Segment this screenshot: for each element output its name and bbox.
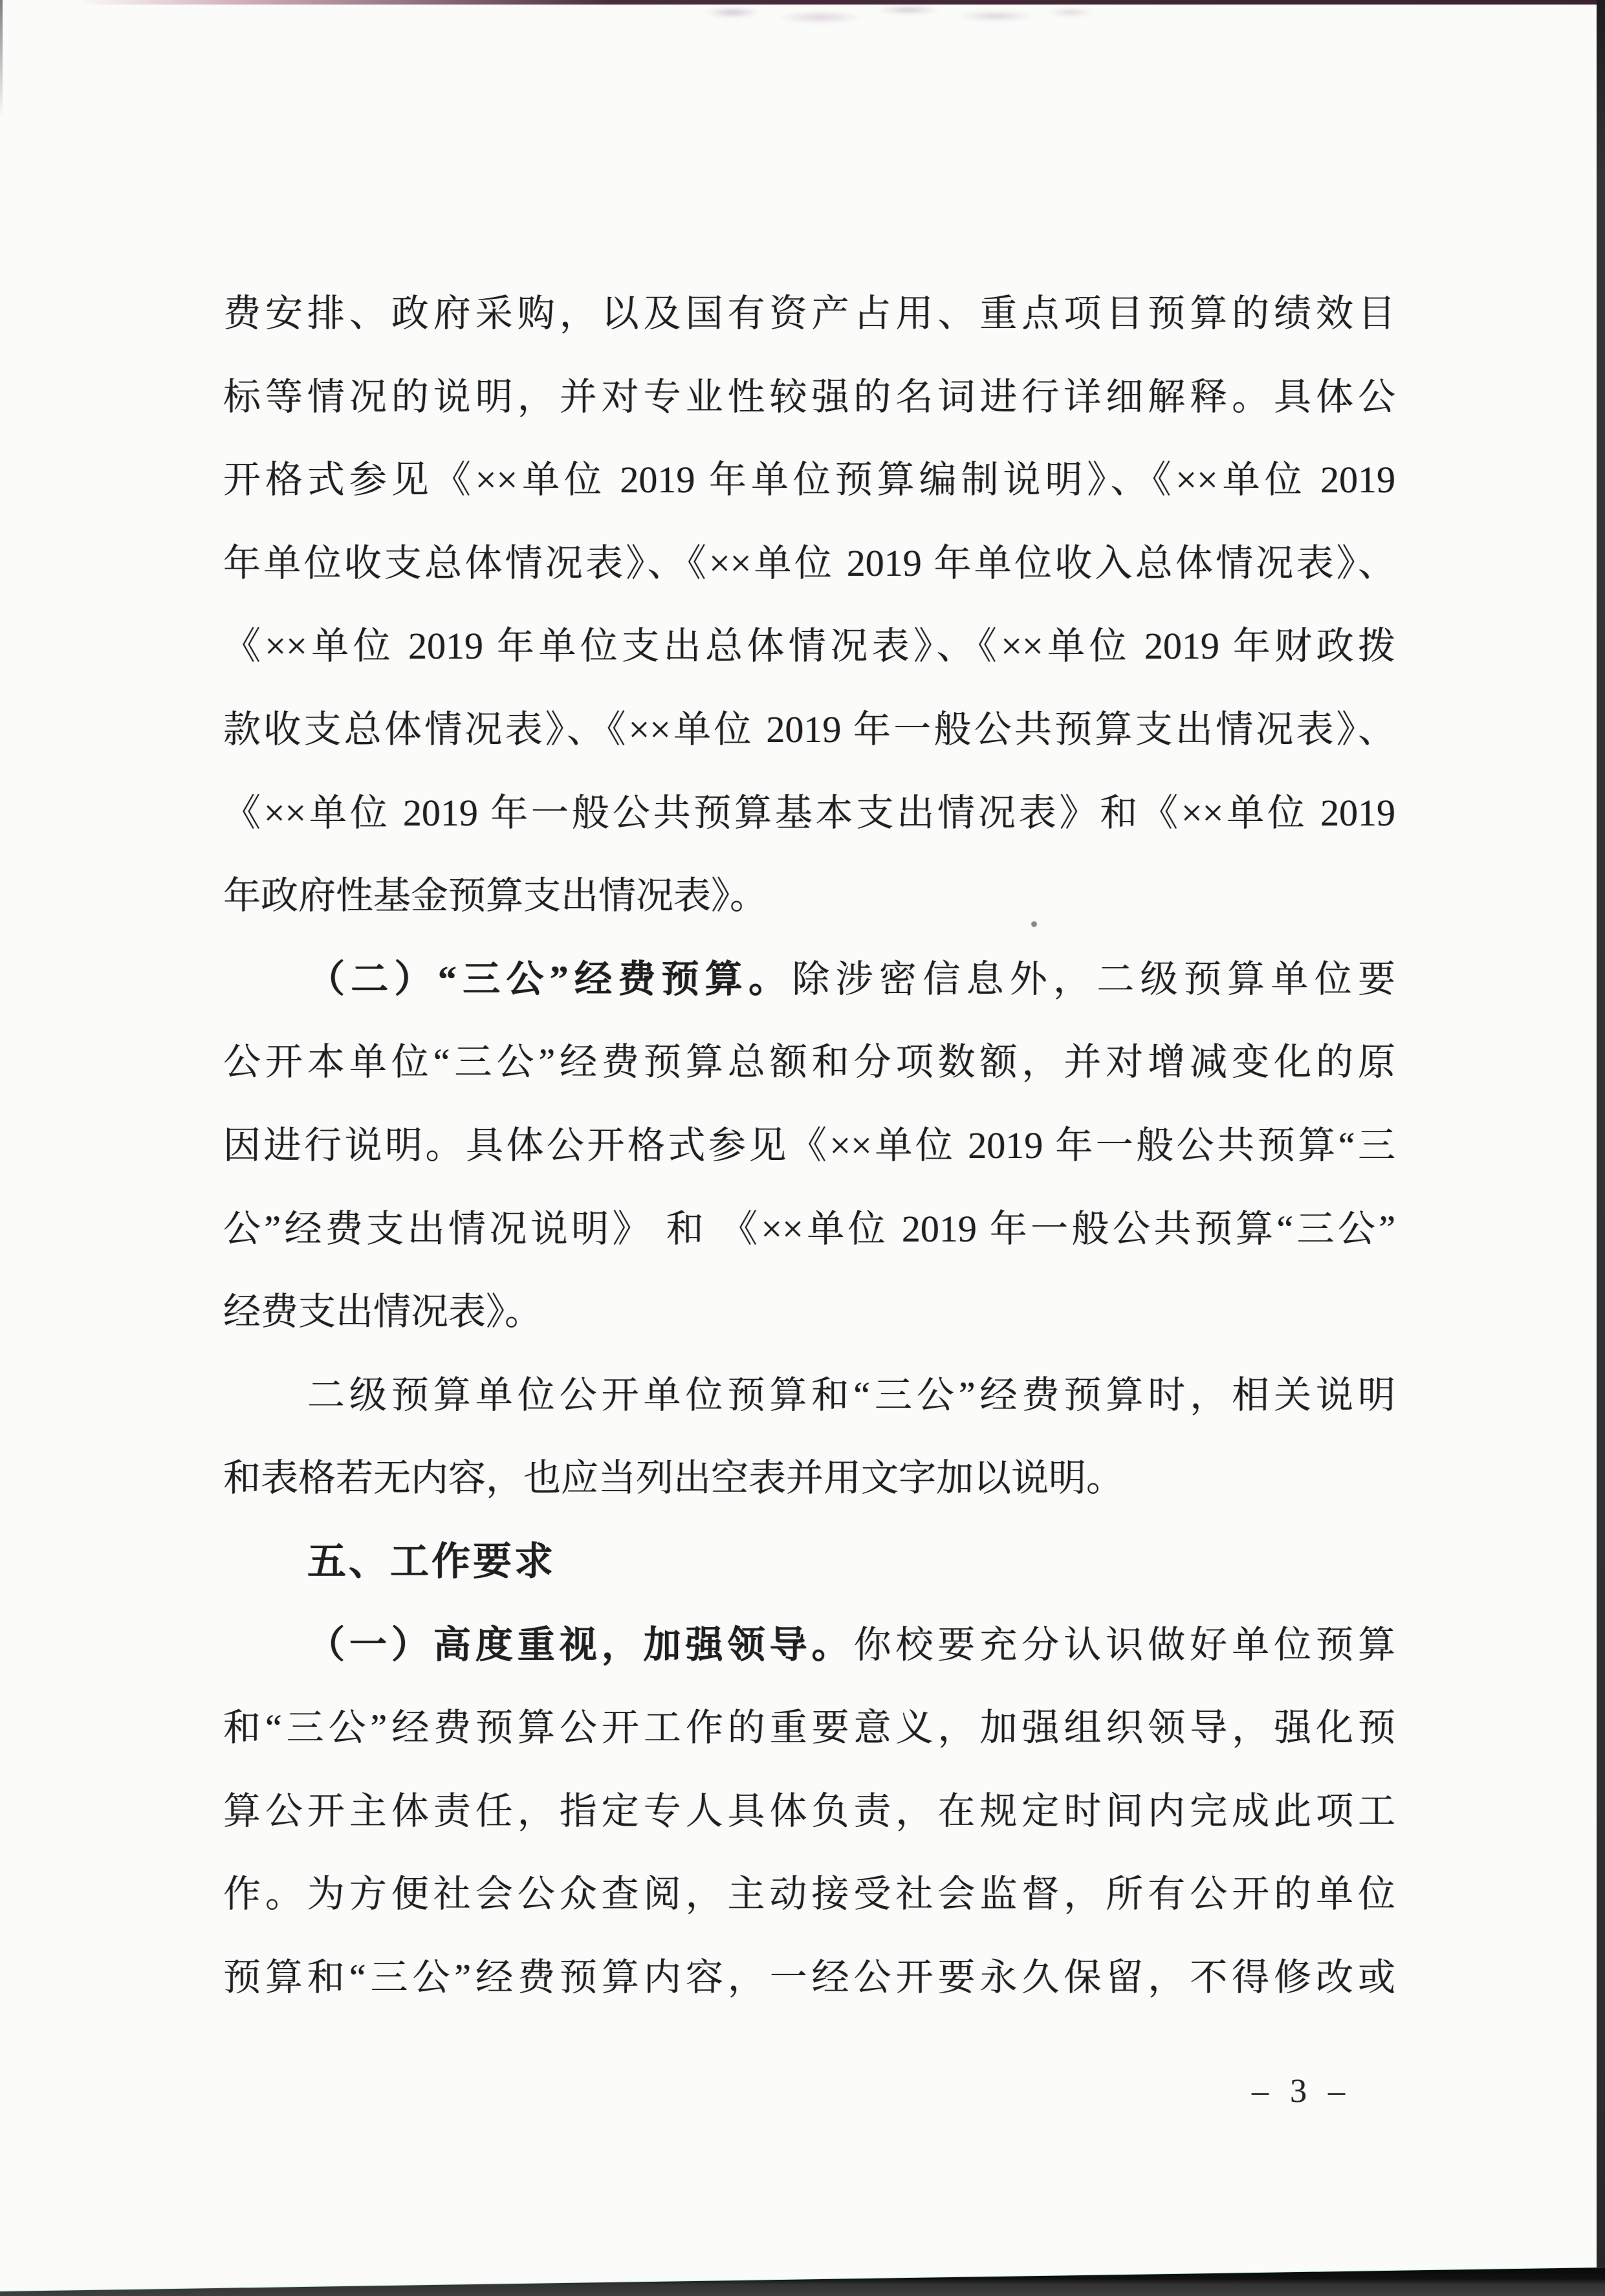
text-line: [223, 1437, 1395, 1520]
body-text: 《××单位 2019 年单位支出总体情况表》、《××单位 2019 年财政拨: [223, 625, 1395, 668]
text-line: [223, 1271, 1395, 1354]
body-text: 费安排、政府采购，以及国有资产占用、重点项目预算的绩效目: [223, 292, 1395, 334]
body-text: 年政府性基金预算支出情况表》。: [223, 875, 768, 917]
body-text: 预算和“三公”经费预算内容，一经公开要永久保留，不得修改或: [223, 1956, 1395, 1998]
body-text: 开格式参见《××单位 2019 年单位预算编制说明》、《××单位 2019: [223, 459, 1395, 501]
section-heading-line: [223, 1520, 1395, 1604]
text-line: [223, 522, 1395, 606]
body-text: 经费支出情况表》。: [223, 1291, 543, 1333]
text-line: [223, 439, 1395, 522]
scan-smudge-artifact: [666, 3, 1106, 27]
text-line: [223, 1687, 1395, 1770]
text-line: [223, 272, 1395, 356]
body-text: 算公开主体责任，指定专人具体负责，在规定时间内完成此项工: [223, 1789, 1395, 1832]
scan-right-edge-artifact: [1597, 0, 1605, 2296]
emphasis-text: （一）高度重视，加强领导。: [307, 1623, 854, 1666]
text-line: [223, 855, 1395, 938]
emphasis-text: 五、工作要求: [307, 1539, 556, 1583]
body-text: 和表格若无内容，也应当列出空表并用文字加以说明。: [223, 1457, 1124, 1500]
body-text: 公”经费支出情况说明》 和 《××单位 2019 年一般公共预算“三公”: [223, 1207, 1395, 1250]
scan-left-edge-artifact: [0, 0, 3, 116]
body-text: 二级预算单位公开单位预算和“三公”经费预算时，相关说明: [307, 1373, 1395, 1416]
text-line: [223, 1936, 1395, 2020]
body-text: 年单位收支总体情况表》、《××单位 2019 年单位收入总体情况表》、: [223, 541, 1395, 584]
text-line: [223, 688, 1395, 772]
emphasis-text: （二）“三公”经费预算。: [307, 957, 792, 1000]
text-line: [223, 1188, 1395, 1271]
page-number: – 3 –: [1252, 2073, 1351, 2110]
body-text: 标等情况的说明，并对专业性较强的名词进行详细解释。具体公: [223, 375, 1395, 418]
text-line: [223, 1770, 1395, 1853]
body-text: 因进行说明。具体公开格式参见《××单位 2019 年一般公共预算“三: [223, 1124, 1395, 1166]
text-line: [223, 605, 1395, 688]
body-text: 作。为方便社会公众查阅，主动接受社会监督，所有公开的单位: [223, 1873, 1395, 1916]
text-line: [223, 356, 1395, 439]
text-line: [223, 772, 1395, 855]
text-line: [223, 1104, 1395, 1188]
body-text: 《××单位 2019 年一般公共预算基本支出情况表》和《××单位 2019: [223, 791, 1395, 834]
document-lines: [223, 272, 1395, 2019]
text-line: [223, 1021, 1395, 1104]
text-line: [223, 1853, 1395, 1936]
body-text: 除涉密信息外，二级预算单位要: [792, 957, 1395, 1000]
text-line: [223, 1354, 1395, 1438]
text-line: [223, 1604, 1395, 1687]
body-text: 和“三公”经费预算公开工作的重要意义，加强组织领导，强化预: [223, 1707, 1395, 1749]
body-text: 公开本单位“三公”经费预算总额和分项数额，并对增减变化的原: [223, 1041, 1395, 1084]
text-line: [223, 938, 1395, 1022]
body-text: 你校要充分认识做好单位预算: [853, 1623, 1395, 1666]
body-text: 款收支总体情况表》、《××单位 2019 年一般公共预算支出情况表》、: [223, 708, 1395, 750]
